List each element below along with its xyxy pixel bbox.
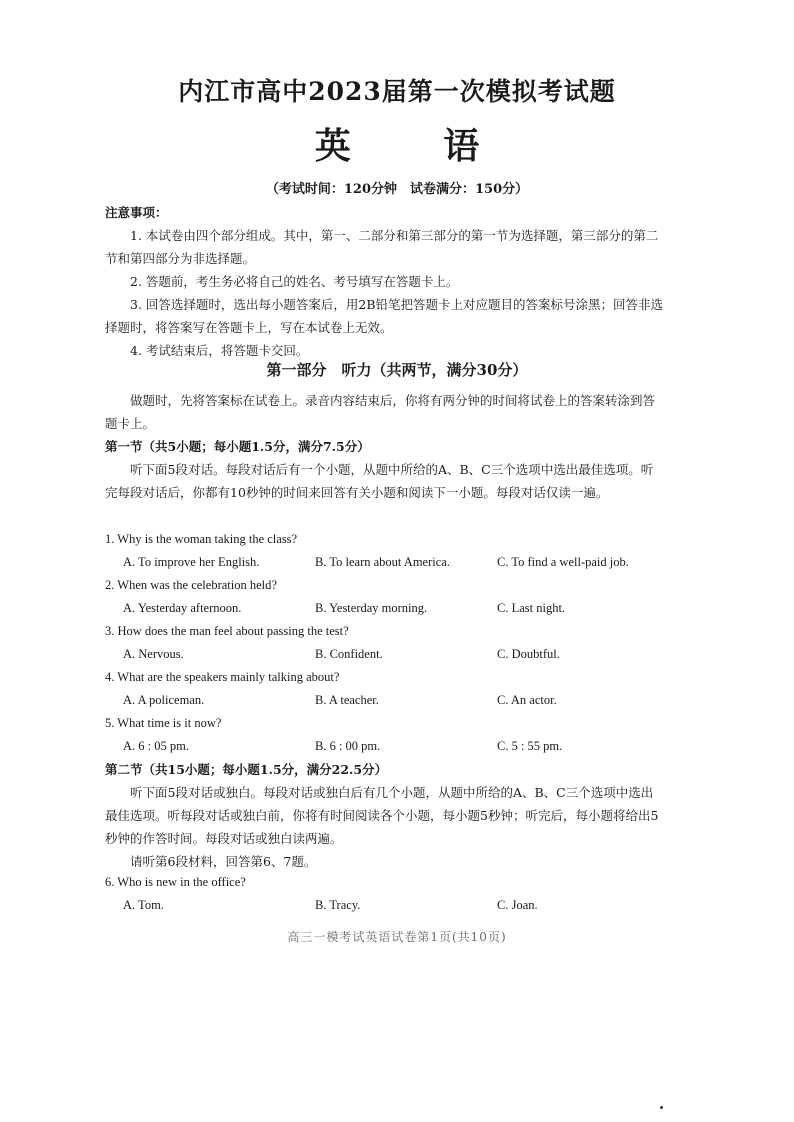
question-item	[105, 666, 665, 712]
scan-speck	[660, 1106, 663, 1109]
option-b: B. Yesterday morning.	[315, 601, 428, 615]
question-stem: 3. How does the man feel about passing the test?	[105, 624, 349, 638]
option-c: C. Doubtful.	[497, 647, 560, 661]
notes-item: 2. 答题前，考生务必将自己的姓名、考号填写在答题卡上。	[130, 274, 459, 289]
option-c: C. 5 : 55 pm.	[497, 739, 563, 753]
notes-item: 3. 回答选择题时，选出每小题答案后，用2B铅笔把答题卡上对应题目的答案标号涂黑；回答非选择题时，将答案写在答题卡上，写在本试卷上无效。	[105, 297, 664, 335]
question-stem: 4. What are the speakers mainly talking about?	[105, 670, 340, 684]
option-a: A. Tom.	[123, 898, 164, 912]
part1-intro: 做题时，先将答案标在试卷上。录音内容结束后，你将有两分钟的时间将试卷上的答案转涂到答题卡上。	[105, 393, 656, 431]
option-a: A. Yesterday afternoon.	[123, 601, 242, 615]
option-b: B. Confident.	[315, 647, 383, 661]
option-c: C. To find a well-paid job.	[497, 555, 629, 569]
section2-material: 请听第6段材料，回答第6、7题。	[130, 854, 317, 869]
question-options	[105, 597, 665, 620]
question-stem: 1. Why is the woman taking the class?	[105, 532, 298, 546]
question-options	[105, 551, 665, 574]
notes-item: 4. 考试结束后，将答题卡交回。	[130, 343, 309, 358]
option-b: B. To learn about America.	[315, 555, 450, 569]
question-item	[105, 528, 665, 574]
option-a: A. 6 : 05 pm.	[123, 739, 189, 753]
question-item	[105, 620, 665, 666]
exam-title: 内江市高中2023届第一次模拟考试题	[178, 77, 616, 106]
exam-info: （考试时间：120分钟 试卷满分：150分）	[265, 182, 529, 197]
notes-section	[105, 201, 665, 362]
option-b: B. A teacher.	[315, 693, 379, 707]
question-stem: 6. Who is new in the office?	[105, 875, 246, 889]
question-options	[105, 643, 665, 666]
option-c: C. An actor.	[497, 693, 557, 707]
part1-title: 第一部分 听力（共两节，满分30分）	[266, 361, 528, 379]
section2-heading: 第二节（共15小题；每小题1.5分，满分22.5分）	[105, 762, 388, 777]
question-item	[105, 574, 665, 620]
question-options	[105, 735, 665, 758]
option-b: B. Tracy.	[315, 898, 361, 912]
notes-heading: 注意事项：	[105, 205, 168, 220]
option-a: A. To improve her English.	[123, 555, 260, 569]
option-c: C. Joan.	[497, 898, 538, 912]
question-stem: 5. What time is it now?	[105, 716, 222, 730]
option-a: A. A policeman.	[123, 693, 205, 707]
section2-questions	[105, 871, 665, 917]
part1-intro-block	[105, 389, 665, 504]
option-a: A. Nervous.	[123, 647, 184, 661]
question-item	[105, 712, 665, 758]
question-item	[105, 871, 665, 917]
question-options	[105, 689, 665, 712]
question-options	[105, 894, 665, 917]
notes-item: 1. 本试卷由四个部分组成。其中，第一、二部分和第三部分的第一节为选择题，第三部分的第二节和第四部分为非选择题。	[105, 228, 659, 266]
subject-title: 英 语	[314, 125, 520, 167]
section1-questions	[105, 528, 665, 758]
section2-instructions: 听下面5段对话或独白。每段对话或独白后有几个小题，从题中所给的A、B、C三个选项中选出最佳选项。听每段对话或独白前，你将有时间阅读各个小题，每小题5秒钟；听完后，每小题将给出5秒钟的作答时间。每段对话或独白读两遍。	[105, 785, 659, 846]
section1-heading: 第一节（共5小题；每小题1.5分，满分7.5分）	[105, 439, 370, 454]
page-footer: 高三一模考试英语试卷第1页(共10页)	[287, 930, 507, 944]
option-c: C. Last night.	[497, 601, 566, 615]
section1-instructions: 听下面5段对话。每段对话后有一个小题，从题中所给的A、B、C三个选项中选出最佳选项。听完每段对话后，你都有10秒钟的时间来回答有关小题和阅读下一小题。每段对话仅读一遍。	[105, 462, 654, 500]
question-stem: 2. When was the celebration held?	[105, 578, 277, 592]
section2-block	[105, 758, 665, 873]
option-b: B. 6 : 00 pm.	[315, 739, 381, 753]
